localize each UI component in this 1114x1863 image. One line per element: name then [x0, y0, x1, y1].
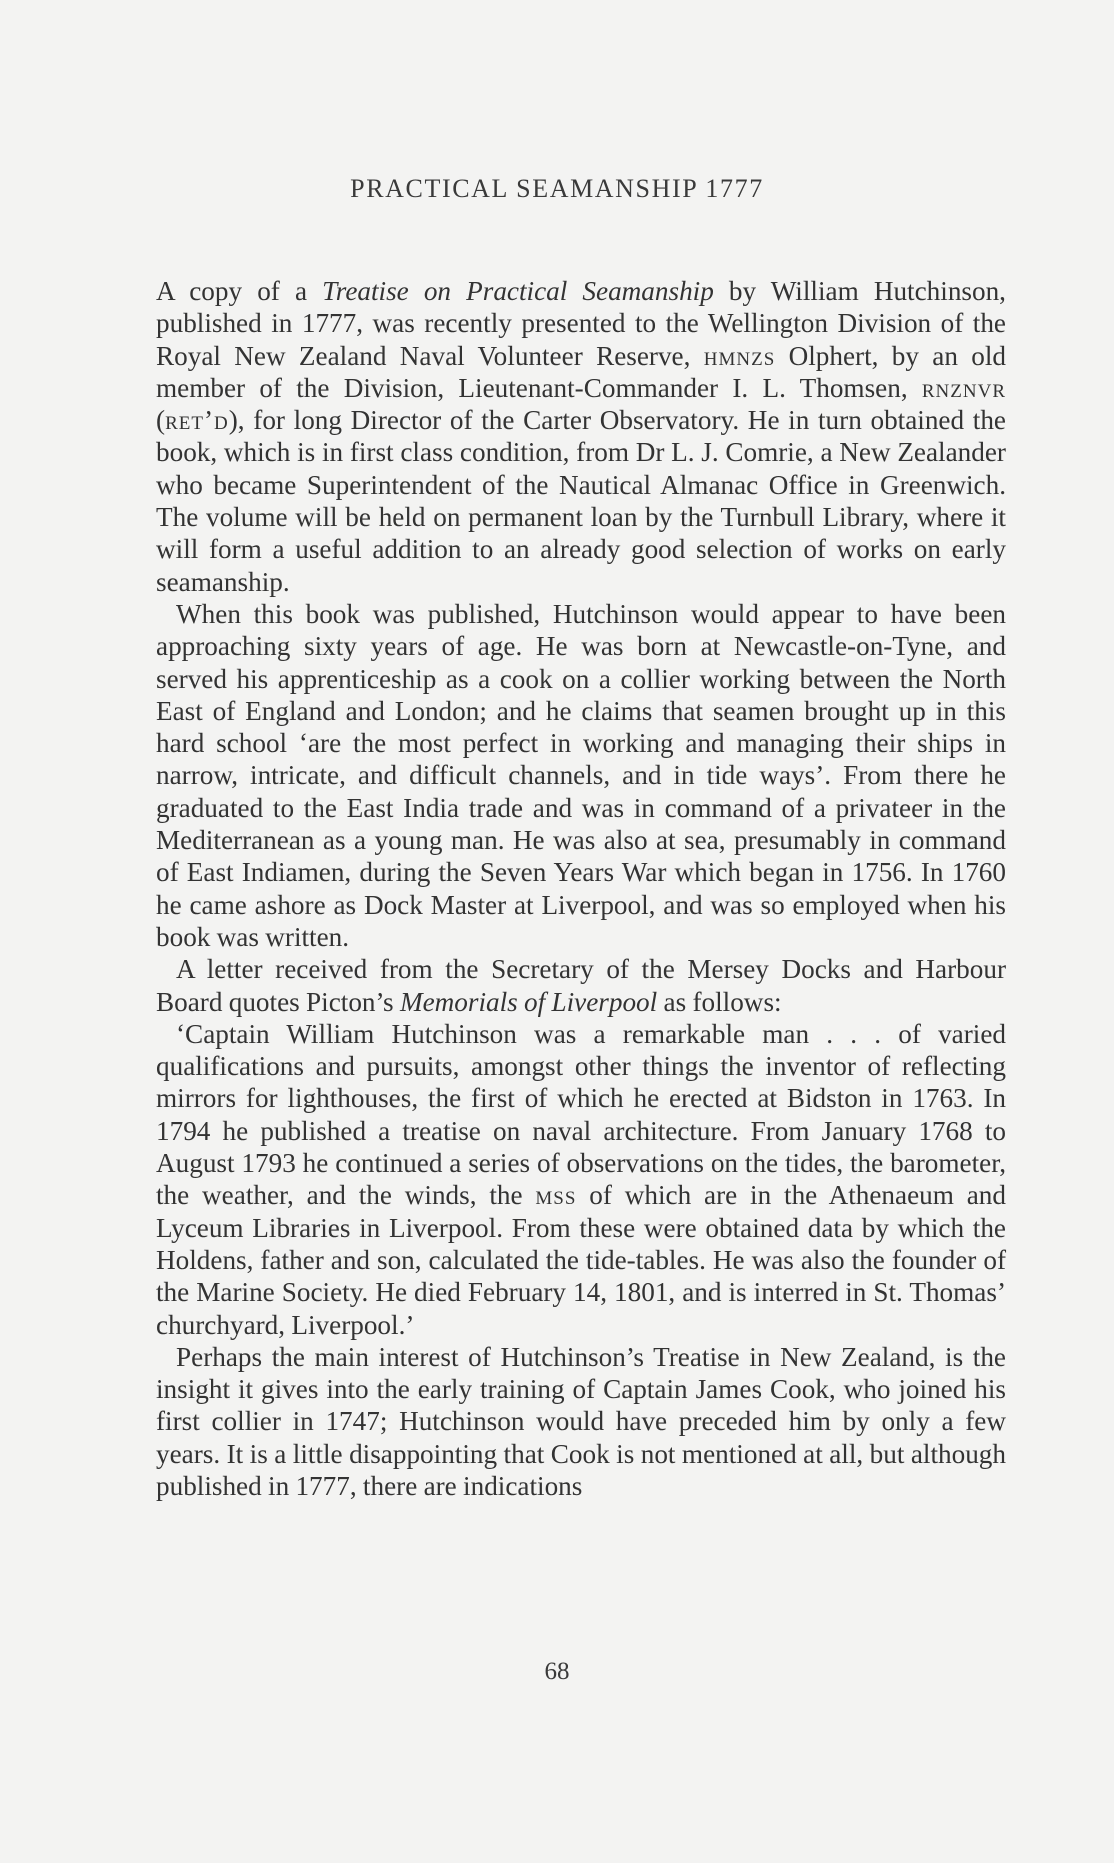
running-title: PRACTICAL SEAMANSHIP 1777 [350, 174, 764, 203]
italic-title: Memorials of Liverpool [399, 986, 658, 1017]
paragraph-1 [156, 275, 1006, 598]
text-run: Perhaps the main interest of Hutchinson’s Treatise in New Zealand, is the insight it gives into the early training of Captain James Cook, who joined his first collier in 1747; Hutchinson would have preceded him by only a few years. It is a little disappointing that Cook is not mentioned at all, but although published in 1777, there are indications [156, 1341, 1006, 1501]
body-text [156, 275, 1006, 1502]
italic-title: Treatise on Practical Seamanship [322, 276, 714, 306]
text-run: ( [156, 405, 166, 436]
paragraph-3 [156, 953, 1006, 1018]
small-caps-abbreviation: hmnzs [703, 340, 776, 371]
text-run: by William Hutchinson, published in 1777, was recently presented to the Wellington Division of the Royal New Zealand Naval Volunteer Reserve, [156, 276, 1006, 371]
text-run: as follows: [657, 986, 782, 1017]
paragraph-2 [156, 598, 1006, 953]
page-number: 68 [544, 1658, 570, 1685]
text-run: ‘Captain William Hutchinson was a remarkable man . . . of varied qualifications and pursuits, amongst other things the inventor of reflecting mirrors for lighthouses, the first of which he erected at Bidston in 1763. In 1794 he published a treatise on naval architecture. From January 1768 to August 1793 he continued a series of observations on the tides, the barometer, the weather, and the winds, the [156, 1018, 1006, 1211]
small-caps-abbreviation: ret’d [165, 405, 229, 436]
text-run: of which are in the Athenaeum and Lyceum Libraries in Liverpool. From these were obtained data by which the Holdens, father and son, calculated the tide-tables. He was also the founder of the Marine Society. He died February 14, 1801, and is interred in St. Thomas’ churchyard, Liverpool.’ [156, 1180, 1006, 1340]
small-caps-abbreviation: rnznvr [921, 372, 1006, 403]
paragraph-5 [156, 1341, 1006, 1502]
text-run: ), for long Director of the Carter Observatory. He in turn obtained the book, which is in first class condition, from Dr L. J. Comrie, a New Zealander who became Superintendent of the Nautical Almanac Office in Greenwich. The volume will be held on permanent loan by the Turnbull Library, where it will form a useful addition to an already good selection of works on early seamanship. [156, 405, 1006, 597]
quotation-paragraph [156, 1018, 1006, 1341]
text-run: A letter received from the Secretary of the Mersey Docks and Harbour Board quotes Picton’s [156, 954, 1006, 1017]
text-run: When this book was published, Hutchinson would appear to have been approaching sixty years of age. He was born at Newcastle-on-Tyne, and served his apprenticeship as a cook on a collier working between the North East of England and London; and he claims that seamen brought up in this hard school ‘are the most perfect in working and managing their ships in narrow, intricate, and difficult channels, and in tide ways’. From there he graduated to the East India trade and was in command of a privateer in the Mediterranean as a young man. He was also at sea, presumably in command of East Indiamen, during the Seven Years War which began in 1756. In 1760 he came ashore as Dock Master at Liverpool, and was so employed when his book was written. [156, 598, 1006, 952]
small-caps-abbreviation: mss [535, 1180, 577, 1211]
text-run: Olphert, by an old member of the Division, Lieutenant-Commander I. L. Thomsen, [156, 340, 1006, 403]
text-run: A copy of a [156, 276, 323, 306]
